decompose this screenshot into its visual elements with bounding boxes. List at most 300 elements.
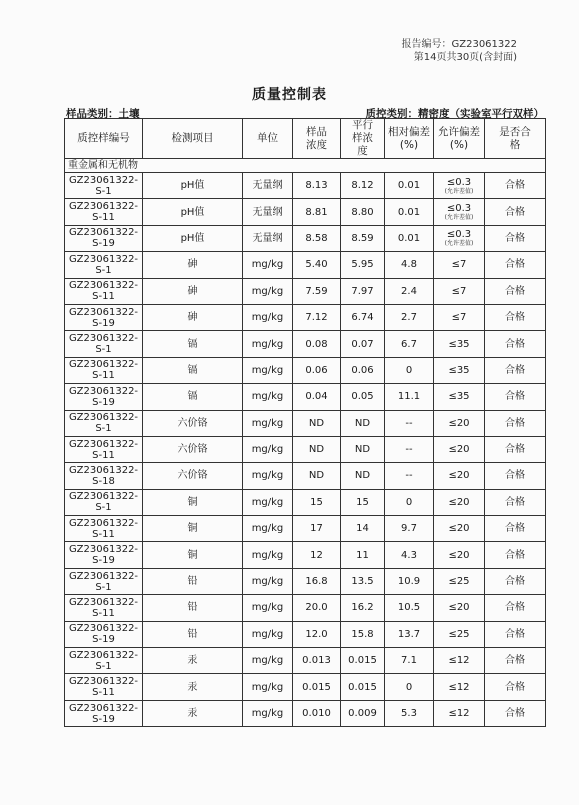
unit-text: mg/kg [251, 602, 284, 614]
result-text: 合格 [505, 259, 525, 271]
sample-id-suffix: S-1 [95, 660, 112, 672]
parallel-value: 8.80 [351, 206, 374, 218]
cell-rel-dev [385, 542, 434, 568]
item-text: 铅 [187, 602, 198, 614]
unit-text: mg/kg [251, 496, 284, 508]
cell-result [485, 648, 546, 674]
cell-rel-dev [385, 568, 434, 594]
sample-id-suffix: S-19 [92, 396, 115, 408]
cell-result [485, 278, 546, 304]
cell-allow [434, 568, 485, 594]
unit-text: mg/kg [251, 444, 284, 456]
cell-unit [243, 199, 293, 225]
rel-dev-value: 0.01 [397, 206, 421, 218]
rel-dev-value: -- [405, 444, 413, 456]
parallel-value: ND [354, 417, 371, 429]
cell-parallel [341, 410, 385, 436]
sample-id-prefix: GZ23061322- [68, 676, 139, 688]
group-row [65, 159, 546, 173]
parallel-value: 6.74 [351, 312, 374, 324]
cell-rel-dev [385, 489, 434, 515]
cell-result [485, 542, 546, 568]
allow-value: ≤12 [448, 681, 470, 693]
allow-value: ≤12 [448, 655, 470, 667]
sample-id-suffix: S-11 [92, 607, 115, 619]
sample-id-prefix: GZ23061322- [68, 491, 139, 503]
sample-value: 15 [310, 496, 323, 508]
sample-id-prefix: GZ23061322- [68, 570, 139, 582]
cell-item [143, 199, 243, 225]
cell-result [485, 700, 546, 726]
cell-rel-dev [385, 674, 434, 700]
table-row [65, 304, 546, 330]
item-text: pH值 [180, 206, 205, 218]
cell-parallel [341, 542, 385, 568]
cell-rel-dev [385, 463, 434, 489]
sample-value: 20.0 [305, 602, 328, 614]
cell-rel-dev [385, 384, 434, 410]
unit-text: mg/kg [251, 285, 284, 297]
cell-parallel [341, 278, 385, 304]
cell-allow [434, 357, 485, 383]
cell-result [485, 357, 546, 383]
cell-result [485, 489, 546, 515]
cell-item [143, 410, 243, 436]
cell-sample [293, 410, 341, 436]
cell-result [485, 304, 546, 330]
unit-text: 无量纲 [252, 180, 283, 192]
unit-text: mg/kg [251, 312, 284, 324]
sample-value: 8.58 [305, 232, 328, 244]
cell-sample-id [65, 674, 143, 700]
cell-item [143, 700, 243, 726]
unit-text: mg/kg [251, 655, 284, 667]
parallel-value: ND [354, 444, 371, 456]
item-text: 铜 [187, 523, 198, 535]
result-text: 合格 [505, 655, 525, 667]
header-allow: 允许偏差(%) [434, 119, 485, 159]
sample-id-suffix: S-11 [92, 449, 115, 461]
cell-parallel [341, 463, 385, 489]
cell-parallel [341, 199, 385, 225]
cell-sample [293, 595, 341, 621]
cell-item [143, 674, 243, 700]
unit-text: mg/kg [251, 523, 284, 535]
rel-dev-value: 4.8 [401, 259, 417, 271]
allow-note: (允许差值) [444, 214, 474, 222]
allow-value: ≤25 [448, 576, 470, 588]
parallel-value: 0.07 [351, 338, 374, 350]
cell-item [143, 225, 243, 251]
parallel-value: 0.06 [351, 364, 374, 376]
cell-allow [434, 173, 485, 199]
rel-dev-value: 13.7 [397, 628, 421, 640]
table-row [65, 463, 546, 489]
result-text: 合格 [505, 444, 525, 456]
unit-text: 无量纲 [252, 206, 283, 218]
item-text: 砷 [187, 312, 198, 324]
cell-rel-dev [385, 278, 434, 304]
table-row [65, 410, 546, 436]
rel-dev-value: 0 [405, 681, 413, 693]
cell-parallel [341, 357, 385, 383]
cell-unit [243, 621, 293, 647]
allow-value: ≤12 [448, 708, 470, 719]
result-text: 合格 [505, 708, 525, 719]
allow-value: ≤7 [451, 259, 467, 271]
sample-value: ND [308, 470, 325, 482]
result-text: 合格 [505, 285, 525, 297]
sample-value: 16.8 [305, 576, 328, 588]
sample-id-suffix: S-11 [92, 291, 115, 303]
sample-id-suffix: S-11 [92, 528, 115, 540]
sample-value: 8.13 [305, 180, 328, 192]
cell-sample-id [65, 199, 143, 225]
item-text: 六价铬 [177, 470, 208, 482]
cell-unit [243, 489, 293, 515]
header-parallel: 平行样浓度 [341, 119, 385, 159]
cell-unit [243, 463, 293, 489]
cell-sample [293, 331, 341, 357]
cell-item [143, 568, 243, 594]
cell-item [143, 463, 243, 489]
sample-value: 8.81 [305, 206, 328, 218]
cell-item [143, 384, 243, 410]
cell-item [143, 595, 243, 621]
result-text: 合格 [505, 576, 525, 588]
parallel-value: 0.015 [348, 681, 377, 693]
parallel-value: 15.8 [351, 628, 374, 640]
cell-unit [243, 357, 293, 383]
page-title: 质量控制表 [252, 87, 327, 103]
cell-sample [293, 674, 341, 700]
parallel-value: 0.05 [351, 391, 374, 403]
cell-sample-id [65, 384, 143, 410]
sample-id-suffix: S-11 [92, 687, 115, 699]
item-text: pH值 [180, 180, 205, 192]
result-text: 合格 [505, 338, 525, 350]
sample-value: 5.40 [305, 259, 328, 271]
allow-value: ≤25 [448, 628, 470, 640]
table-row [65, 700, 546, 726]
table-row [65, 252, 546, 278]
cell-sample [293, 304, 341, 330]
item-text: 砷 [187, 259, 198, 271]
cell-sample-id [65, 252, 143, 278]
cell-item [143, 489, 243, 515]
cell-item [143, 621, 243, 647]
rel-dev-value: 0.01 [397, 232, 421, 244]
cell-rel-dev [385, 621, 434, 647]
unit-text: mg/kg [251, 470, 284, 482]
cell-result [485, 463, 546, 489]
cell-unit [243, 674, 293, 700]
result-text: 合格 [505, 180, 525, 192]
cell-allow [434, 331, 485, 357]
sample-id-suffix: S-19 [92, 238, 115, 250]
cell-parallel [341, 225, 385, 251]
allow-value: ≤35 [448, 338, 470, 350]
item-text: 砷 [187, 285, 198, 297]
rel-dev-value: 0 [405, 364, 413, 376]
report-info [402, 38, 518, 64]
cell-result [485, 252, 546, 278]
unit-text: mg/kg [251, 708, 284, 719]
allow-value: ≤20 [448, 444, 470, 456]
cell-rel-dev [385, 199, 434, 225]
sample-id-suffix: S-1 [95, 185, 112, 197]
cell-sample-id [65, 700, 143, 726]
allow-value: ≤0.3 [446, 176, 472, 188]
sample-id-prefix: GZ23061322- [68, 359, 139, 371]
cell-allow [434, 225, 485, 251]
sample-value: 7.59 [305, 285, 328, 297]
cell-result [485, 331, 546, 357]
cell-parallel [341, 304, 385, 330]
cell-sample [293, 436, 341, 462]
cell-sample-id [65, 542, 143, 568]
sample-type: 样品类别：土壤 [66, 108, 140, 120]
cell-sample-id [65, 304, 143, 330]
cell-allow [434, 463, 485, 489]
sample-value: 0.08 [305, 338, 328, 350]
sample-id-suffix: S-19 [92, 317, 115, 329]
cell-sample [293, 700, 341, 726]
sample-id-prefix: GZ23061322- [68, 174, 139, 186]
item-text: 六价铬 [177, 417, 208, 429]
cell-parallel [341, 436, 385, 462]
cell-allow [434, 700, 485, 726]
result-text: 合格 [505, 364, 525, 376]
cell-unit [243, 331, 293, 357]
cell-sample-id [65, 410, 143, 436]
cell-result [485, 516, 546, 542]
cell-rel-dev [385, 357, 434, 383]
cell-allow [434, 304, 485, 330]
cell-item [143, 252, 243, 278]
cell-item [143, 278, 243, 304]
rel-dev-value: 0 [405, 496, 413, 508]
sample-id-prefix: GZ23061322- [68, 201, 139, 213]
cell-rel-dev [385, 331, 434, 357]
rel-dev-value: 10.9 [397, 576, 421, 588]
cell-rel-dev [385, 225, 434, 251]
sample-id-suffix: S-19 [92, 555, 115, 567]
result-text: 合格 [505, 470, 525, 482]
allow-value: ≤20 [448, 470, 470, 482]
cell-allow [434, 252, 485, 278]
cell-sample-id [65, 173, 143, 199]
result-text: 合格 [505, 417, 525, 429]
cell-sample-id [65, 516, 143, 542]
sample-id-prefix: GZ23061322- [68, 623, 139, 635]
allow-value: ≤7 [451, 285, 467, 297]
parallel-value: 0.009 [348, 708, 377, 719]
allow-value: ≤0.3 [446, 203, 472, 215]
sample-id-suffix: S-1 [95, 502, 112, 514]
item-text: 铜 [187, 549, 198, 561]
sample-value: 0.06 [305, 364, 328, 376]
sample-value: 12 [310, 549, 323, 561]
cell-sample [293, 278, 341, 304]
cell-sample [293, 173, 341, 199]
sample-id-suffix: S-11 [92, 370, 115, 382]
table-row [65, 648, 546, 674]
qc-type: 质控类别：精密度（实验室平行双样） [365, 108, 544, 120]
cell-rel-dev [385, 410, 434, 436]
sample-id-prefix: GZ23061322- [68, 306, 139, 318]
table-row [65, 674, 546, 700]
sample-id-prefix: GZ23061322- [68, 333, 139, 345]
page-info: 第14页共30页(含封面) [413, 52, 517, 63]
cell-rel-dev [385, 304, 434, 330]
sample-value: ND [308, 444, 325, 456]
cell-result [485, 621, 546, 647]
table-row [65, 173, 546, 199]
parallel-value: 14 [356, 523, 369, 535]
cell-result [485, 173, 546, 199]
sample-id-prefix: GZ23061322- [68, 280, 139, 292]
cell-sample-id [65, 595, 143, 621]
cell-parallel [341, 173, 385, 199]
cell-allow [434, 516, 485, 542]
cell-result [485, 436, 546, 462]
cell-sample-id [65, 436, 143, 462]
allow-note: (允许差值) [444, 240, 474, 248]
cell-item [143, 436, 243, 462]
cell-sample [293, 463, 341, 489]
cell-allow [434, 199, 485, 225]
cell-allow [434, 595, 485, 621]
sample-id-prefix: GZ23061322- [68, 385, 139, 397]
cell-result [485, 568, 546, 594]
cell-unit [243, 173, 293, 199]
sample-id-prefix: GZ23061322- [68, 649, 139, 661]
report-number: 报告编号：GZ23061322 [401, 39, 517, 50]
sample-value: 0.013 [302, 655, 331, 667]
unit-text: mg/kg [251, 576, 284, 588]
table-row [65, 357, 546, 383]
sample-id-prefix: GZ23061322- [68, 227, 139, 239]
cell-sample-id [65, 648, 143, 674]
sample-value: 0.04 [305, 391, 328, 403]
cell-result [485, 595, 546, 621]
cell-parallel [341, 648, 385, 674]
parallel-value: 15 [356, 496, 369, 508]
sample-id-suffix: S-18 [92, 475, 115, 487]
result-text: 合格 [505, 523, 525, 535]
cell-item [143, 331, 243, 357]
sample-value: 0.015 [302, 681, 331, 693]
cell-rel-dev [385, 700, 434, 726]
cell-sample-id [65, 568, 143, 594]
result-text: 合格 [505, 206, 525, 218]
cell-sample [293, 384, 341, 410]
cell-rel-dev [385, 648, 434, 674]
cell-result [485, 410, 546, 436]
cell-rel-dev [385, 516, 434, 542]
cell-parallel [341, 252, 385, 278]
item-text: pH值 [180, 232, 205, 244]
sample-value: 7.12 [305, 312, 328, 324]
cell-unit [243, 278, 293, 304]
rel-dev-value: 11.1 [397, 391, 421, 403]
allow-value: ≤35 [448, 364, 470, 376]
cell-allow [434, 648, 485, 674]
item-text: 镉 [187, 364, 198, 376]
allow-value: ≤35 [448, 391, 470, 403]
table-row [65, 331, 546, 357]
result-text: 合格 [505, 602, 525, 614]
rel-dev-value: 0.01 [397, 180, 421, 192]
item-text: 铜 [187, 496, 198, 508]
cell-allow [434, 436, 485, 462]
cell-unit [243, 252, 293, 278]
parallel-value: 8.12 [351, 180, 374, 192]
sample-id-prefix: GZ23061322- [68, 438, 139, 450]
sample-id-prefix: GZ23061322- [68, 702, 139, 714]
parallel-value: 8.59 [351, 232, 374, 244]
parallel-value: 7.97 [351, 285, 374, 297]
rel-dev-value: -- [405, 417, 413, 429]
table-row [65, 199, 546, 225]
item-text: 汞 [187, 655, 198, 667]
table-row [65, 542, 546, 568]
cell-result [485, 384, 546, 410]
cell-sample-id [65, 331, 143, 357]
rel-dev-value: 6.7 [401, 338, 417, 350]
unit-text: mg/kg [251, 628, 284, 640]
header-sample: 样品浓度 [293, 119, 341, 159]
rel-dev-value: 5.3 [401, 708, 417, 719]
cell-sample [293, 516, 341, 542]
cell-rel-dev [385, 252, 434, 278]
parallel-value: 16.2 [351, 602, 374, 614]
item-text: 汞 [187, 681, 198, 693]
rel-dev-value: 7.1 [401, 655, 417, 667]
sample-value: 17 [310, 523, 323, 535]
rel-dev-value: 2.4 [401, 285, 417, 297]
sample-id-prefix: GZ23061322- [68, 596, 139, 608]
cell-sample [293, 621, 341, 647]
table-row [65, 516, 546, 542]
cell-allow [434, 384, 485, 410]
item-text: 汞 [187, 708, 198, 719]
cell-parallel [341, 516, 385, 542]
table-row [65, 225, 546, 251]
cell-sample-id [65, 278, 143, 304]
unit-text: mg/kg [251, 259, 284, 271]
item-text: 六价铬 [177, 444, 208, 456]
cell-rel-dev [385, 173, 434, 199]
cell-allow [434, 674, 485, 700]
sample-id-suffix: S-19 [92, 713, 115, 725]
cell-item [143, 304, 243, 330]
allow-note: (允许差值) [444, 187, 474, 195]
cell-unit [243, 304, 293, 330]
cell-unit [243, 648, 293, 674]
cell-item [143, 542, 243, 568]
table-header-row [65, 119, 546, 159]
cell-parallel [341, 700, 385, 726]
cell-parallel [341, 331, 385, 357]
cell-sample [293, 489, 341, 515]
sample-id-suffix: S-1 [95, 264, 112, 276]
table-row [65, 436, 546, 462]
sample-id-suffix: S-1 [95, 581, 112, 593]
rel-dev-value: 9.7 [401, 523, 417, 535]
cell-unit [243, 410, 293, 436]
